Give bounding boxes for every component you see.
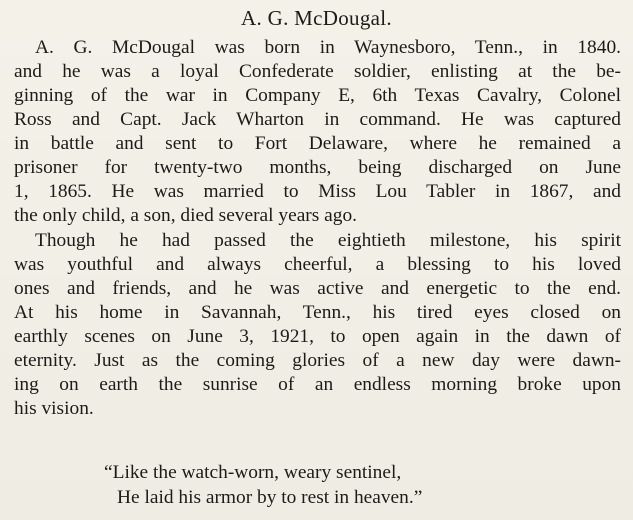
paragraph-line: earthly scenes on June 3, 1921, to open again in the dawn of [14, 326, 621, 347]
paragraph-line: prisoner for twenty-two months, being discharged on June [14, 157, 621, 178]
verse-line: He laid his armor by to rest in heaven.” [117, 487, 423, 508]
paragraph-line: At his home in Savannah, Tenn., his tired eyes closed on [14, 302, 621, 323]
paragraph-line: eternity. Just as the coming glories of a new day were dawn- [14, 350, 621, 371]
paragraph-line: his vision. [14, 398, 94, 419]
obituary-title: A. G. McDougal. [241, 6, 392, 30]
verse-line: “Like the watch-worn, weary sentinel, [104, 462, 402, 483]
paragraph-line: the only child, a son, died several years ago. [14, 205, 358, 226]
paragraph-line: A. G. McDougal was born in Waynesboro, Tenn., in 1840. [35, 37, 621, 58]
paragraph-line: Though he had passed the eightieth milestone, his spirit [35, 230, 621, 251]
paragraph-line: ginning of the war in Company E, 6th Texas Cavalry, Colonel [14, 85, 621, 106]
paragraph-line: was youthful and always cheerful, a blessing to his loved [14, 254, 621, 275]
paragraph-line: and he was a loyal Confederate soldier, enlisting at the be- [14, 61, 621, 82]
paragraph-line: ones and friends, and he was active and energetic to the end. [14, 278, 621, 299]
paragraph-line: Ross and Capt. Jack Wharton in command. He was captured [14, 109, 621, 130]
paragraph-line: ing on earth the sunrise of an endless morning broke upon [14, 374, 621, 395]
paragraph-line: 1, 1865. He was married to Miss Lou Tabler in 1867, and [14, 181, 621, 202]
paragraph-line: in battle and sent to Fort Delaware, where he remained a [14, 133, 621, 154]
